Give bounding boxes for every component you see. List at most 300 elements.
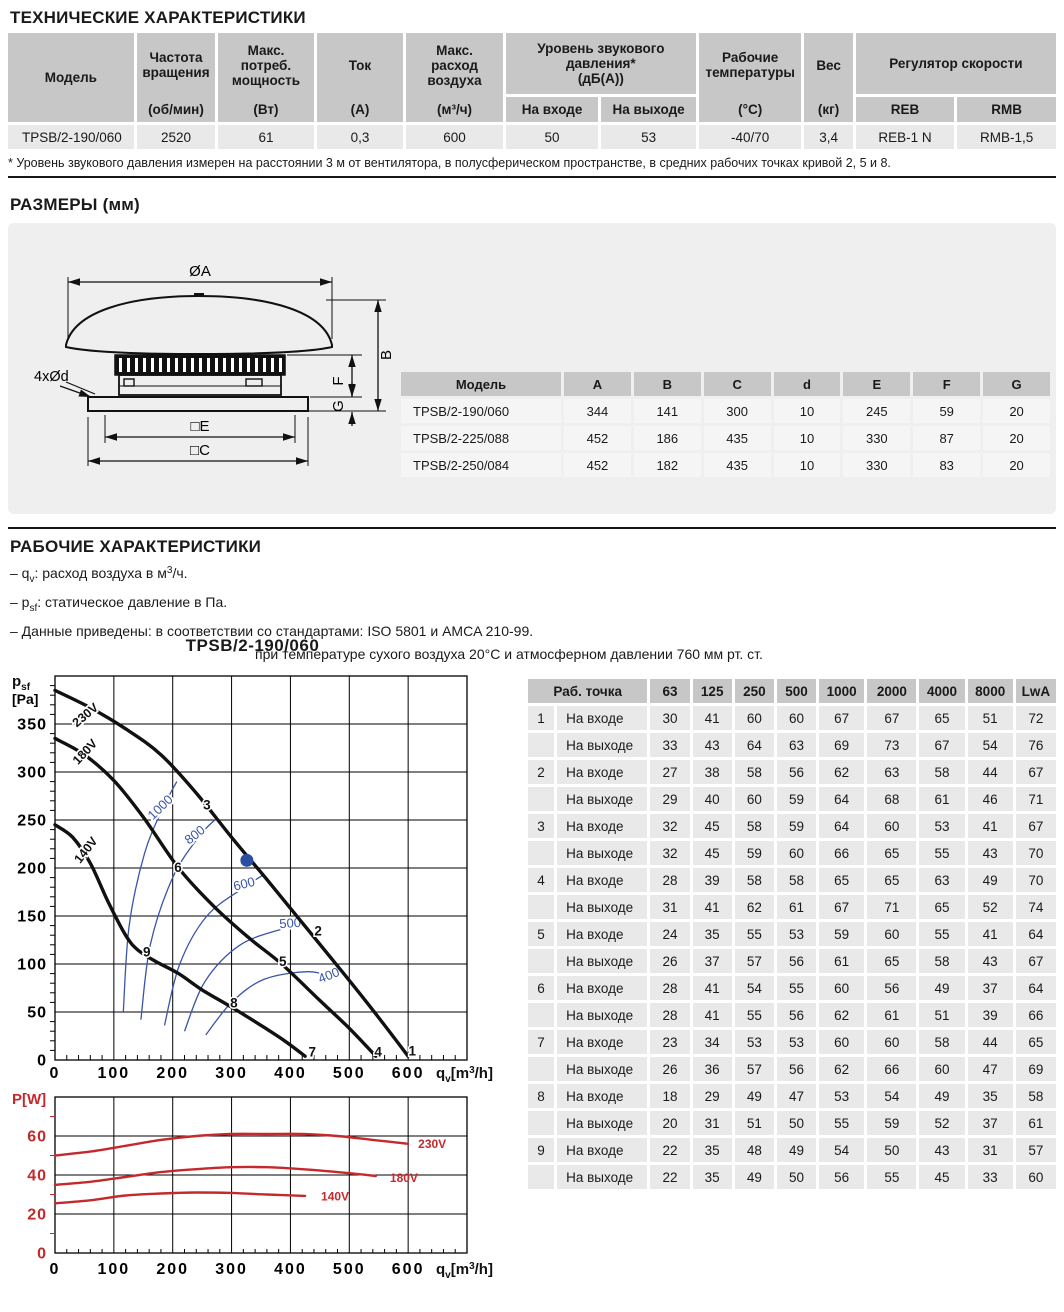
- text: 150: [17, 908, 47, 926]
- col-reb: REB: [856, 97, 955, 122]
- noise-value: 65: [919, 895, 964, 919]
- side-label: На входе: [557, 760, 647, 784]
- noise-value: 53: [735, 1030, 774, 1054]
- noise-value: 60: [735, 706, 774, 730]
- noise-value: 60: [867, 814, 916, 838]
- work-point-number: 2: [528, 760, 554, 784]
- col-rmb: RMB: [957, 97, 1056, 122]
- table-row: [401, 399, 1050, 423]
- text: 400: [274, 1261, 307, 1278]
- tspan: q: [436, 1065, 446, 1082]
- noise-freq-header: 125: [693, 679, 732, 703]
- text: P[W]: [12, 1091, 47, 1108]
- work-point-number: [528, 787, 554, 811]
- side-label: На входе: [557, 922, 647, 946]
- text: 600: [391, 1065, 425, 1082]
- noise-value: 60: [777, 706, 816, 730]
- dims-value-cell: 435: [704, 453, 771, 477]
- dims-value-cell: 10: [774, 453, 841, 477]
- value-model: TPSB/2-190/060: [8, 125, 134, 149]
- tspan: [m: [450, 1261, 470, 1278]
- noise-value: 49: [735, 1084, 774, 1108]
- noise-value: 72: [1016, 706, 1056, 730]
- text: 60: [27, 1128, 47, 1146]
- text: 600: [391, 1261, 425, 1278]
- noise-value: 58: [1016, 1084, 1056, 1108]
- text: [Pa]: [12, 691, 39, 707]
- text: 500: [278, 914, 302, 932]
- noise-value: 36: [693, 1057, 732, 1081]
- path: [55, 738, 376, 1056]
- span: 3: [166, 565, 173, 576]
- dims-value-cell: 245: [843, 399, 910, 423]
- noise-value: 59: [777, 787, 816, 811]
- side-label: На входе: [557, 814, 647, 838]
- text: 20: [27, 1206, 47, 1224]
- noise-freq-header: 8000: [968, 679, 1013, 703]
- noise-value: 58: [735, 814, 774, 838]
- noise-value: 39: [693, 868, 732, 892]
- noise-value: 29: [650, 787, 689, 811]
- noise-value: 33: [650, 733, 689, 757]
- tr: [8, 33, 1056, 94]
- noise-value: 51: [919, 1003, 964, 1027]
- dims-col-header: B: [634, 372, 701, 396]
- noise-value: 66: [867, 1057, 916, 1081]
- noise-value: 50: [777, 1111, 816, 1135]
- span: /ч.: [172, 565, 188, 581]
- noise-value: 76: [1016, 733, 1056, 757]
- noise-value: 47: [968, 1057, 1013, 1081]
- noise-value: 44: [968, 760, 1013, 784]
- tech-section-title: ТЕХНИЧЕСКИЕ ХАРАКТЕРИСТИКИ: [10, 8, 306, 27]
- text: 140V: [71, 834, 101, 866]
- noise-value: 49: [968, 868, 1013, 892]
- noise-value: 34: [693, 1030, 732, 1054]
- dims-model-cell: TPSB/2-225/088: [401, 426, 561, 450]
- side-label: На входе: [557, 1084, 647, 1108]
- work-point-number: 4: [528, 868, 554, 892]
- dims-col-header: F: [913, 372, 980, 396]
- div: [506, 34, 696, 94]
- noise-value: 52: [968, 895, 1013, 919]
- noise-value: 59: [867, 1111, 916, 1135]
- divider: [8, 176, 1056, 178]
- noise-value: 61: [819, 949, 864, 973]
- dims-value-cell: 20: [983, 453, 1050, 477]
- note-standards: – Данные приведены: в соответствии со стандартами: ISO 5801 и AMCA 210-99.: [10, 623, 534, 639]
- text: 7: [308, 1044, 316, 1060]
- tspan: /h]: [474, 1261, 493, 1278]
- noise-value: 67: [1016, 814, 1056, 838]
- noise-value: 63: [919, 868, 964, 892]
- text: 230V: [418, 1136, 447, 1151]
- text: 100: [97, 1261, 131, 1278]
- fan-dimension-drawing: [10, 235, 400, 505]
- noise-value: 41: [693, 976, 732, 1000]
- noise-value: 60: [735, 787, 774, 811]
- noise-value: 65: [819, 868, 864, 892]
- tspan: /h]: [474, 1065, 493, 1082]
- work-point-number: 8: [528, 1084, 554, 1108]
- text: 1: [408, 1043, 417, 1059]
- table-row: [528, 787, 1056, 811]
- value-weight: 3,4: [804, 125, 852, 149]
- noise-value: 58: [735, 760, 774, 784]
- dims-value-cell: 435: [704, 426, 771, 450]
- noise-value: 50: [867, 1138, 916, 1162]
- dims-value-cell: 20: [983, 399, 1050, 423]
- noise-value: 67: [867, 706, 916, 730]
- div: (дБ(А)): [577, 71, 624, 86]
- div: Модель: [44, 70, 97, 85]
- text: 250: [17, 812, 47, 830]
- noise-value: 61: [777, 895, 816, 919]
- noise-value: 60: [1016, 1165, 1056, 1189]
- div: (об/мин): [148, 102, 204, 117]
- noise-value: 43: [968, 949, 1013, 973]
- noise-value: 26: [650, 1057, 689, 1081]
- dims-model-cell: TPSB/2-250/084: [401, 453, 561, 477]
- side-label: На входе: [557, 1138, 647, 1162]
- table-row: [528, 922, 1056, 946]
- noise-value: 45: [693, 841, 732, 865]
- text: 350: [17, 716, 47, 734]
- work-point-number: [528, 1165, 554, 1189]
- noise-value: 24: [650, 922, 689, 946]
- noise-value: 57: [1016, 1138, 1056, 1162]
- noise-value: 49: [919, 976, 964, 1000]
- text: 0: [49, 1261, 61, 1278]
- noise-value: 20: [650, 1111, 689, 1135]
- noise-value: 57: [735, 1057, 774, 1081]
- noise-value: 55: [735, 1003, 774, 1027]
- div: Частота вращения: [142, 50, 210, 80]
- tech-table: [5, 30, 1059, 152]
- noise-value: 62: [735, 895, 774, 919]
- power-flow-chart: [0, 1088, 505, 1312]
- text: 6: [174, 860, 182, 875]
- dims-value-cell: 59: [913, 399, 980, 423]
- noise-value: 71: [867, 895, 916, 919]
- tspan: v: [445, 1270, 451, 1281]
- noise-value: 59: [819, 922, 864, 946]
- text: 1000: [144, 791, 176, 823]
- noise-value: 55: [777, 976, 816, 1000]
- rect: [246, 379, 262, 386]
- noise-value: 58: [777, 868, 816, 892]
- tbody: [8, 33, 1056, 149]
- noise-value: 56: [867, 976, 916, 1000]
- noise-value: 62: [819, 1003, 864, 1027]
- div: (Вт): [253, 102, 279, 117]
- table-row: [528, 814, 1056, 838]
- div: Вес: [816, 57, 841, 73]
- noise-value: 67: [819, 706, 864, 730]
- table-row: [528, 949, 1056, 973]
- col-power: [218, 33, 314, 122]
- col-airflow: [406, 33, 503, 122]
- noise-value: 56: [777, 760, 816, 784]
- col-sound-in: На входе: [506, 97, 599, 122]
- dims-value-cell: 330: [843, 426, 910, 450]
- noise-value: 73: [867, 733, 916, 757]
- span: – q: [10, 565, 30, 581]
- noise-freq-header: 1000: [819, 679, 864, 703]
- noise-value: 61: [867, 1003, 916, 1027]
- noise-value: 63: [867, 760, 916, 784]
- note-conditions: при температуре сухого воздуха 20°С и атмосферном давлении 760 мм рт. ст.: [255, 646, 763, 662]
- side-label: На входе: [557, 976, 647, 1000]
- noise-value: 70: [1016, 841, 1056, 865]
- side-label: На выходе: [557, 1165, 647, 1189]
- noise-value: 50: [777, 1165, 816, 1189]
- noise-value: 57: [735, 949, 774, 973]
- text: 0: [37, 1245, 47, 1263]
- noise-value: 48: [735, 1138, 774, 1162]
- dims-value-cell: 330: [843, 453, 910, 477]
- noise-value: 65: [867, 868, 916, 892]
- note-psf: [10, 591, 763, 620]
- fan-cap: [66, 296, 332, 354]
- noise-freq-header: 250: [735, 679, 774, 703]
- dims-value-cell: 10: [774, 399, 841, 423]
- div: [137, 33, 215, 122]
- noise-value: 28: [650, 1003, 689, 1027]
- text: 50: [27, 1004, 47, 1022]
- noise-value: 51: [735, 1111, 774, 1135]
- work-point-number: 1: [528, 706, 554, 730]
- noise-value: 59: [735, 841, 774, 865]
- noise-value: 65: [919, 706, 964, 730]
- table-row: [528, 976, 1056, 1000]
- noise-value: 61: [1016, 1111, 1056, 1135]
- value-temp: -40/70: [699, 125, 802, 149]
- noise-value: 44: [968, 1030, 1013, 1054]
- noise-value: 37: [968, 1111, 1013, 1135]
- noise-value: 65: [867, 949, 916, 973]
- noise-corner-header: Раб. точка: [528, 679, 647, 703]
- noise-value: 65: [1016, 1030, 1056, 1054]
- noise-value: 67: [1016, 760, 1056, 784]
- value-power: 61: [218, 125, 314, 149]
- divider: [8, 527, 1056, 529]
- value-airflow: 600: [406, 125, 503, 149]
- noise-value: 49: [777, 1138, 816, 1162]
- noise-value: 54: [735, 976, 774, 1000]
- noise-value: 31: [650, 895, 689, 919]
- text: 200: [156, 1065, 190, 1082]
- noise-value: 40: [693, 787, 732, 811]
- text: 500: [332, 1065, 366, 1082]
- side-label: На выходе: [557, 1057, 647, 1081]
- noise-value: 69: [1016, 1057, 1056, 1081]
- div: (А): [350, 102, 370, 117]
- noise-value: 54: [867, 1084, 916, 1108]
- table-row: [401, 426, 1050, 450]
- dims-value-cell: 300: [704, 399, 771, 423]
- dim-label-f: F: [330, 376, 347, 386]
- side-label: На выходе: [557, 733, 647, 757]
- dims-value-cell: 141: [634, 399, 701, 423]
- noise-value: 53: [819, 1084, 864, 1108]
- col-model: [8, 33, 134, 122]
- fan-base-plate: [88, 397, 308, 411]
- div: Макс. расход воздуха: [427, 42, 482, 88]
- noise-value: 52: [919, 1111, 964, 1135]
- chart-title: TPSB/2-190/060: [185, 636, 320, 655]
- div: (кг): [817, 102, 840, 117]
- noise-value: 41: [968, 814, 1013, 838]
- noise-value: 66: [1016, 1003, 1056, 1027]
- div: (м³/ч): [436, 102, 473, 117]
- side-label: На входе: [557, 706, 647, 730]
- dims-value-cell: 452: [564, 453, 631, 477]
- noise-value: 31: [968, 1138, 1013, 1162]
- tspan: 3: [469, 1065, 475, 1076]
- div: [406, 33, 503, 122]
- div: Макс. потреб. мощность: [231, 42, 300, 88]
- dim-label-g: G: [330, 400, 347, 412]
- dims-value-cell: 20: [983, 426, 1050, 450]
- noise-value: 28: [650, 868, 689, 892]
- text: 9: [143, 944, 151, 960]
- table-row: [528, 1030, 1056, 1054]
- noise-value: 45: [919, 1165, 964, 1189]
- rect: [124, 379, 134, 386]
- noise-value: 23: [650, 1030, 689, 1054]
- sound-levels-table: [525, 676, 1059, 1192]
- tspan: q: [436, 1261, 446, 1278]
- text: 0: [37, 1052, 47, 1070]
- dim-label-e: □E: [190, 418, 210, 435]
- work-point-number: 9: [528, 1138, 554, 1162]
- value-current: 0,3: [317, 125, 404, 149]
- noise-value: 28: [650, 976, 689, 1000]
- dim-label-b: B: [378, 349, 395, 361]
- col-current: [317, 33, 404, 122]
- rect: [194, 293, 204, 296]
- work-point-number: [528, 1003, 554, 1027]
- noise-value: 60: [819, 976, 864, 1000]
- noise-value: 41: [693, 1003, 732, 1027]
- text: 300: [215, 1261, 248, 1278]
- dim-label-c: □C: [190, 442, 210, 459]
- table-row: [528, 1165, 1056, 1189]
- noise-value: 61: [919, 787, 964, 811]
- pressure-flow-chart: [0, 662, 505, 1088]
- table-row: [528, 1057, 1056, 1081]
- rect: [115, 355, 285, 358]
- text: 3: [203, 797, 211, 813]
- dims-col-header: E: [843, 372, 910, 396]
- tspan: p: [12, 673, 22, 690]
- span: sf: [29, 603, 38, 614]
- text: 200: [156, 1261, 190, 1278]
- dimensions-table: [398, 369, 1053, 480]
- noise-value: 47: [777, 1084, 816, 1108]
- noise-value: 56: [777, 949, 816, 973]
- div: [218, 33, 314, 122]
- working-section-title: РАБОЧИЕ ХАРАКТЕРИСТИКИ: [10, 537, 262, 556]
- noise-value: 43: [693, 733, 732, 757]
- text: 0: [49, 1065, 61, 1082]
- noise-value: 55: [867, 1165, 916, 1189]
- note-qv: [10, 559, 763, 591]
- path: [55, 1193, 305, 1204]
- text: 4: [374, 1044, 382, 1060]
- noise-value: 74: [1016, 895, 1056, 919]
- text: [436, 1261, 493, 1281]
- noise-value: 67: [1016, 949, 1056, 973]
- noise-value: 35: [693, 1165, 732, 1189]
- noise-value: 38: [693, 760, 732, 784]
- noise-value: 49: [919, 1084, 964, 1108]
- table-row: [528, 1003, 1056, 1027]
- noise-value: 60: [867, 1030, 916, 1054]
- tspan: sf: [21, 682, 31, 693]
- path: [55, 1167, 376, 1185]
- noise-value: 46: [968, 787, 1013, 811]
- tspan: [m: [450, 1065, 470, 1082]
- dims-value-cell: 87: [913, 426, 980, 450]
- noise-value: 26: [650, 949, 689, 973]
- text: [12, 673, 31, 693]
- span: : расход воздуха в м: [34, 565, 167, 581]
- side-label: На выходе: [557, 841, 647, 865]
- text: 140V: [321, 1189, 350, 1204]
- noise-value: 33: [968, 1165, 1013, 1189]
- col-speed: [137, 33, 215, 122]
- table-row: [528, 760, 1056, 784]
- noise-value: 56: [777, 1003, 816, 1027]
- noise-value: 41: [968, 922, 1013, 946]
- div: [317, 33, 404, 122]
- noise-value: 35: [693, 1138, 732, 1162]
- noise-value: 41: [693, 706, 732, 730]
- span: – p: [10, 594, 30, 610]
- noise-value: 60: [919, 1057, 964, 1081]
- dims-value-cell: 344: [564, 399, 631, 423]
- table-row: [528, 1111, 1056, 1135]
- noise-value: 37: [968, 976, 1013, 1000]
- dims-value-cell: 186: [634, 426, 701, 450]
- col-sound-out: На выходе: [601, 97, 696, 122]
- work-point-number: 5: [528, 922, 554, 946]
- div: Ток: [348, 57, 372, 73]
- noise-value: 59: [777, 814, 816, 838]
- noise-value: 64: [735, 733, 774, 757]
- text: 800: [181, 822, 208, 848]
- noise-value: 68: [867, 787, 916, 811]
- noise-value: 64: [819, 787, 864, 811]
- noise-value: 22: [650, 1138, 689, 1162]
- noise-value: 51: [968, 706, 1013, 730]
- noise-value: 53: [777, 1030, 816, 1054]
- table-row: [528, 868, 1056, 892]
- noise-freq-header: 63: [650, 679, 689, 703]
- text: 2: [314, 923, 322, 939]
- noise-value: 67: [819, 895, 864, 919]
- noise-value: 58: [919, 760, 964, 784]
- side-label: На выходе: [557, 1111, 647, 1135]
- noise-value: 60: [777, 841, 816, 865]
- table-row: [528, 706, 1056, 730]
- dim-label-holes: 4xØd: [34, 369, 69, 385]
- table-row: [528, 1138, 1056, 1162]
- noise-value: 49: [735, 1165, 774, 1189]
- noise-value: 55: [919, 841, 964, 865]
